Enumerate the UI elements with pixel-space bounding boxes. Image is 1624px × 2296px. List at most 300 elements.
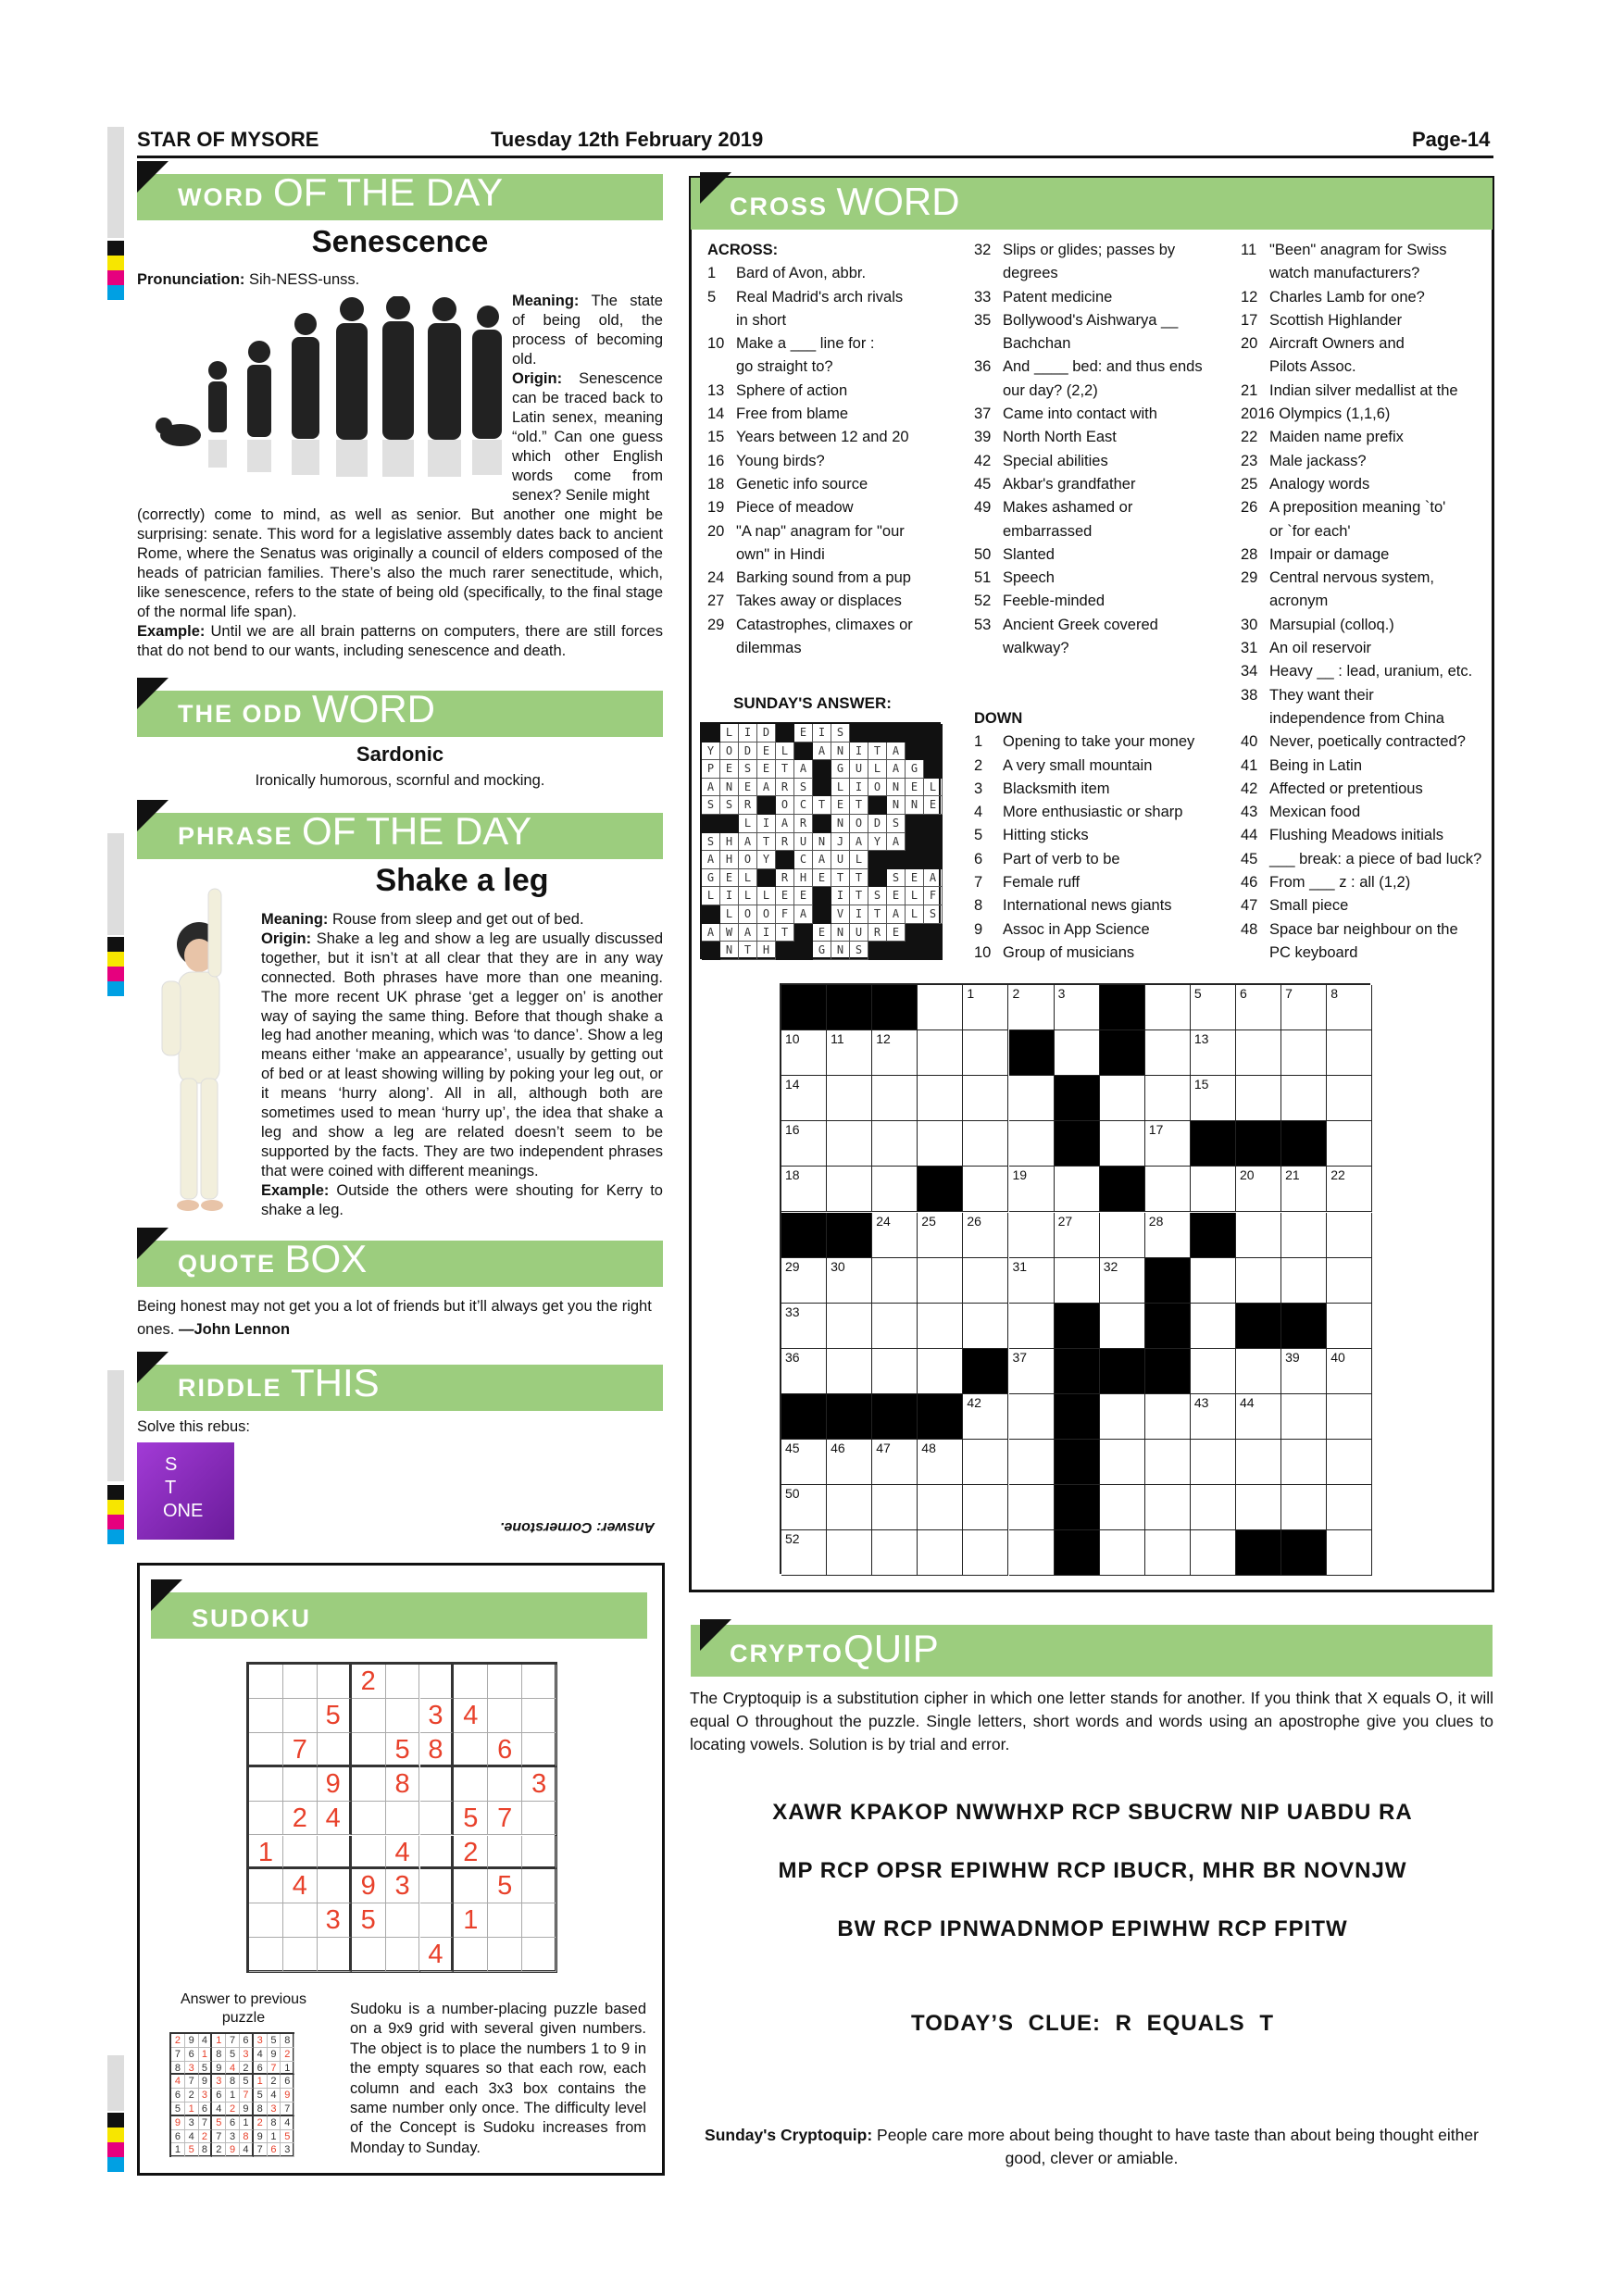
quote-bar: QUOTE BOX	[137, 1241, 663, 1287]
crossword-cell[interactable]	[781, 1121, 827, 1167]
crossword-cell[interactable]	[1191, 1304, 1236, 1349]
crossword-cell[interactable]	[1327, 985, 1372, 1030]
crossword-cell[interactable]	[1191, 1030, 1236, 1076]
sudoku-cell[interactable]	[522, 1836, 556, 1870]
crossword-cell[interactable]	[1327, 1394, 1372, 1440]
crossword-cell[interactable]	[1191, 985, 1236, 1030]
crossword-cell[interactable]	[963, 1394, 1008, 1440]
sudoku-cell[interactable]: 3	[318, 1903, 352, 1938]
sudoku-cell[interactable]	[488, 1767, 522, 1802]
clue	[707, 590, 934, 613]
sudoku-cell[interactable]: 1	[249, 1836, 283, 1870]
crossword-cell[interactable]	[1055, 1030, 1100, 1076]
crossword-black-cell	[781, 1213, 827, 1258]
crossword-cell[interactable]	[918, 1213, 963, 1258]
crossword-cell[interactable]	[1145, 1213, 1191, 1258]
sudoku-cell[interactable]	[318, 1869, 352, 1903]
sudoku-cell[interactable]	[386, 1699, 420, 1733]
sudoku-cell[interactable]	[386, 1903, 420, 1938]
crossword-cell[interactable]	[1145, 1394, 1191, 1440]
sudoku-cell[interactable]: 4	[283, 1869, 318, 1903]
crossword-cell[interactable]	[963, 985, 1008, 1030]
sudoku-cell[interactable]	[352, 1938, 386, 1972]
sudoku-cell[interactable]: 4	[318, 1802, 352, 1836]
sudoku-cell[interactable]	[522, 1733, 556, 1767]
clue-number: 33	[974, 288, 992, 306]
crossword-cell[interactable]	[1236, 1076, 1281, 1121]
crossword-cell[interactable]	[1281, 1258, 1327, 1304]
crossword-cell[interactable]	[918, 1030, 963, 1076]
crossword-cell[interactable]	[781, 1076, 827, 1121]
sudoku-cell[interactable]: 2	[283, 1802, 318, 1836]
sudoku-description: Sudoku is a number-placing puzzle based on a 9x9 grid with several given numbers. The object is to place the numbers 1 to 9 in the empty squares so that each row, each column and each 3x3 box contains the same number only once. The difficulty level of the Concept is Sudoku increases from Monday to Sunday.	[350, 2001, 646, 2156]
crossword-cell[interactable]	[1236, 985, 1281, 1030]
crossword-cell[interactable]	[1191, 1530, 1236, 1576]
sudoku-cell[interactable]	[283, 1767, 318, 1802]
crossword-cell[interactable]	[1055, 1167, 1100, 1212]
sudoku-cell[interactable]	[488, 1699, 522, 1733]
answer-cell: C	[794, 796, 813, 815]
crossword-cell[interactable]	[1236, 1213, 1281, 1258]
crossword-cell[interactable]	[1191, 1167, 1236, 1212]
sudoku-cell[interactable]	[488, 1836, 522, 1870]
crossword-cell[interactable]	[918, 1530, 963, 1576]
crossword-cell[interactable]	[872, 1076, 918, 1121]
crossword-cell[interactable]	[827, 1530, 872, 1576]
crossword-cell[interactable]	[918, 1304, 963, 1349]
crossword-cell[interactable]	[872, 1213, 918, 1258]
previous-sudoku-cell: 1	[226, 2089, 240, 2103]
crossword-cell[interactable]	[1191, 1440, 1236, 1485]
clue-number: 11	[1241, 242, 1257, 258]
crossword-cell[interactable]	[827, 1258, 872, 1304]
sudoku-cell[interactable]	[283, 1836, 318, 1870]
crossword-cell[interactable]	[827, 1121, 872, 1167]
clue	[974, 450, 1224, 473]
crossword-cell[interactable]	[872, 1485, 918, 1530]
clue-number: 32	[974, 242, 992, 258]
sudoku-cell[interactable]	[386, 1938, 420, 1972]
crossword-cell[interactable]	[1236, 1030, 1281, 1076]
crossword-cell[interactable]	[918, 985, 963, 1030]
clue-text: watch manufacturers?	[1269, 265, 1420, 282]
sudoku-cell[interactable]	[386, 1802, 420, 1836]
clue-number: 8	[974, 897, 983, 915]
crossword-cell[interactable]	[1327, 1167, 1372, 1212]
crossword-cell[interactable]	[1327, 1440, 1372, 1485]
crossword-black-cell	[1281, 1530, 1327, 1576]
clue-number: 46	[1241, 874, 1258, 892]
crossword-cell[interactable]	[963, 1304, 1008, 1349]
phrase-bar: PHRASE OF THE DAY	[137, 813, 663, 859]
answer-cell: R	[776, 869, 794, 888]
clue-text: acronym	[1269, 593, 1329, 610]
crossword-cell[interactable]	[872, 1167, 918, 1212]
sudoku-cell[interactable]	[249, 1903, 283, 1938]
sudoku-cell[interactable]	[420, 1802, 455, 1836]
previous-sudoku-cell: 3	[281, 2143, 294, 2157]
crossword-cell[interactable]	[781, 1485, 827, 1530]
crossword-cell[interactable]	[872, 1258, 918, 1304]
answer-cell: D	[757, 724, 776, 742]
answer-cell: S	[794, 779, 813, 797]
sudoku-cell[interactable]	[249, 1802, 283, 1836]
answer-black-cell	[776, 851, 794, 869]
clue-number: 29	[707, 616, 725, 633]
answer-black-cell	[924, 724, 943, 742]
sudoku-cell[interactable]	[488, 1938, 522, 1972]
sudoku-cell[interactable]: 5	[386, 1733, 420, 1767]
sudoku-cell[interactable]: 5	[318, 1699, 352, 1733]
crossword-cell[interactable]	[1236, 1394, 1281, 1440]
sudoku-cell[interactable]	[249, 1767, 283, 1802]
crossword-cell[interactable]	[827, 1349, 872, 1394]
clue-number: 40	[1241, 733, 1258, 751]
clue-text: Scottish Highlander	[1269, 311, 1403, 329]
crossword-cell[interactable]	[781, 1258, 827, 1304]
crossword-black-cell	[827, 1213, 872, 1258]
answer-cell: A	[887, 760, 906, 779]
crossword-cell[interactable]	[1327, 1485, 1372, 1530]
sudoku-cell[interactable]	[352, 1767, 386, 1802]
crossword-cell[interactable]	[872, 1030, 918, 1076]
sudoku-cell[interactable]	[488, 1903, 522, 1938]
rebus-line: T	[165, 1478, 177, 1498]
crossword-cell[interactable]	[1281, 1167, 1327, 1212]
crossword-cell[interactable]	[872, 1440, 918, 1485]
crossword-cell[interactable]	[1009, 985, 1055, 1030]
crossword-cell[interactable]	[1327, 1304, 1372, 1349]
clue	[974, 637, 1224, 660]
crossword-cell[interactable]	[1281, 1485, 1327, 1530]
sudoku-cell[interactable]	[522, 1802, 556, 1836]
previous-sudoku-cell: 2	[171, 2034, 185, 2048]
answer-cell: U	[850, 924, 868, 942]
previous-sudoku-cell: 3	[226, 2130, 240, 2144]
crossword-cell[interactable]	[1009, 1304, 1055, 1349]
sudoku-cell[interactable]	[522, 1903, 556, 1938]
answer-cell: R	[794, 815, 813, 833]
sudoku-cell[interactable]	[283, 1938, 318, 1972]
clue-text: An oil reservoir	[1269, 640, 1372, 657]
crossword-cell[interactable]	[827, 1440, 872, 1485]
sudoku-cell[interactable]: 9	[318, 1767, 352, 1802]
sudoku-cell[interactable]	[283, 1699, 318, 1733]
clue	[974, 426, 1224, 449]
answer-cell: A	[739, 833, 757, 852]
issue-date: Tuesday 12th February 2019	[491, 128, 764, 151]
clue-number: 45	[974, 475, 992, 493]
crossword-cell[interactable]	[1145, 1485, 1191, 1530]
previous-sudoku-cell: 2	[240, 2062, 254, 2076]
sudoku-cell[interactable]	[249, 1869, 283, 1903]
sudoku-cell[interactable]: 4	[454, 1699, 488, 1733]
crossword-cell[interactable]	[1327, 1349, 1372, 1394]
crossword-cell[interactable]	[963, 1440, 1008, 1485]
sudoku-cell[interactable]	[454, 1767, 488, 1802]
sudoku-cell[interactable]: 7	[283, 1733, 318, 1767]
crossword-cell[interactable]	[1100, 1213, 1145, 1258]
crossword-cell[interactable]	[918, 1258, 963, 1304]
across-clues-column-1	[707, 239, 934, 660]
clue-text: Sphere of action	[736, 381, 848, 399]
sudoku-cell[interactable]: 6	[488, 1733, 522, 1767]
crossword-cell-number: 18	[785, 1167, 800, 1183]
previous-sudoku-cell: 6	[281, 2075, 294, 2089]
crossword-cell[interactable]	[1281, 1349, 1327, 1394]
sudoku-cell[interactable]	[420, 1903, 455, 1938]
crossword-cell[interactable]	[1145, 1030, 1191, 1076]
crossword-cell[interactable]	[918, 1440, 963, 1485]
sudoku-cell[interactable]	[249, 1665, 283, 1699]
crossword-cell[interactable]	[1009, 1440, 1055, 1485]
clue-number: 10	[974, 943, 992, 961]
clue-text: Make a ___ line for :	[736, 335, 875, 353]
sudoku-cell[interactable]	[249, 1733, 283, 1767]
crossword-cell[interactable]	[827, 1167, 872, 1212]
clue	[707, 286, 934, 309]
crossword-cell[interactable]	[1100, 1121, 1145, 1167]
crossword-cell[interactable]	[781, 1349, 827, 1394]
crossword-cell-number: 5	[1193, 986, 1202, 1001]
sudoku-cell[interactable]: 2	[454, 1836, 488, 1870]
sudoku-cell[interactable]	[352, 1733, 386, 1767]
crossword-cell[interactable]	[1281, 1076, 1327, 1121]
crossword-cell[interactable]	[1055, 1213, 1100, 1258]
sudoku-cell[interactable]	[454, 1733, 488, 1767]
clue-text: Heavy __ : lead, uranium, etc.	[1269, 663, 1473, 680]
crossword-cell[interactable]	[1100, 1394, 1145, 1440]
crossword-cell[interactable]	[963, 1213, 1008, 1258]
previous-sudoku-cell: 3	[212, 2075, 226, 2089]
sudoku-cell[interactable]: 1	[454, 1903, 488, 1938]
sudoku-cell[interactable]: 5	[352, 1903, 386, 1938]
crossword-cell[interactable]	[1236, 1440, 1281, 1485]
sudoku-cell[interactable]	[249, 1699, 283, 1733]
previous-sudoku-cell: 9	[226, 2143, 240, 2157]
crossword-cell-number: 17	[1148, 1122, 1164, 1138]
crossword-cell[interactable]	[1100, 1440, 1145, 1485]
crossword-cell[interactable]	[781, 1440, 827, 1485]
crossword-cell[interactable]	[781, 1304, 827, 1349]
crossword-cell[interactable]	[1236, 1258, 1281, 1304]
sudoku-cell[interactable]: 4	[420, 1938, 455, 1972]
crossword-cell[interactable]	[1327, 1076, 1372, 1121]
answer-cell: I	[813, 724, 831, 742]
sudoku-cell[interactable]	[420, 1869, 455, 1903]
crossword-cell[interactable]	[963, 1167, 1008, 1212]
crossword-cell[interactable]	[872, 1121, 918, 1167]
sudoku-cell[interactable]: 3	[420, 1699, 455, 1733]
answer-cell: N	[813, 833, 831, 852]
sudoku-cell[interactable]	[352, 1802, 386, 1836]
header-rule	[137, 156, 1493, 158]
sudoku-cell[interactable]	[386, 1665, 420, 1699]
clue-text: A very small mountain	[1003, 756, 1153, 774]
crossword-cell[interactable]	[1281, 985, 1327, 1030]
crossword-cell[interactable]	[963, 1076, 1008, 1121]
crossword-cell[interactable]	[1191, 1485, 1236, 1530]
crossword-cell[interactable]	[827, 1030, 872, 1076]
crossword-cell[interactable]	[1327, 1213, 1372, 1258]
crossword-cell[interactable]	[963, 1121, 1008, 1167]
sudoku-cell[interactable]	[522, 1665, 556, 1699]
crossword-cell[interactable]	[1191, 1076, 1236, 1121]
sudoku-cell[interactable]	[420, 1767, 455, 1802]
crossword-cell[interactable]	[1009, 1349, 1055, 1394]
crossword-cell[interactable]	[1009, 1485, 1055, 1530]
clue-text: embarrassed	[1003, 522, 1093, 540]
clue-number: 3	[974, 780, 983, 797]
crossword-cell[interactable]	[1100, 1304, 1145, 1349]
crossword-cell[interactable]	[781, 1167, 827, 1212]
crossword-cell[interactable]	[827, 1485, 872, 1530]
sudoku-cell[interactable]	[454, 1665, 488, 1699]
crossword-cell[interactable]	[1055, 1258, 1100, 1304]
crossword-cell[interactable]	[1055, 985, 1100, 1030]
phrase-title: Shake a leg	[375, 863, 549, 898]
clue-number: 44	[1241, 827, 1258, 844]
crossword-cell[interactable]	[918, 1349, 963, 1394]
crossword-cell[interactable]	[1145, 1440, 1191, 1485]
answer-cell: I	[757, 924, 776, 942]
crossword-cell[interactable]	[1100, 1485, 1145, 1530]
crossword-cell[interactable]	[918, 1076, 963, 1121]
crossword-cell[interactable]	[1100, 1530, 1145, 1576]
clue-text: And ____ bed: and thus ends	[1003, 358, 1203, 376]
answer-cell: R	[776, 833, 794, 852]
clue-text: Flushing Meadows initials	[1269, 827, 1444, 844]
sudoku-cell[interactable]	[522, 1938, 556, 1972]
sudoku-cell[interactable]: 7	[488, 1802, 522, 1836]
cryptoquip-clue: TODAY’S CLUE: R EQUALS T	[910, 2011, 1275, 2036]
crossword-cell[interactable]	[872, 1304, 918, 1349]
crossword-cell[interactable]	[1327, 1530, 1372, 1576]
crossword-black-cell	[1055, 1076, 1100, 1121]
crossword-cell[interactable]	[781, 1530, 827, 1576]
sudoku-cell[interactable]	[454, 1938, 488, 1972]
crossword-cell[interactable]	[918, 1121, 963, 1167]
crossword-cell[interactable]	[1281, 1440, 1327, 1485]
sudoku-cell[interactable]	[318, 1938, 352, 1972]
sudoku-cell[interactable]: 8	[386, 1767, 420, 1802]
sudoku-cell[interactable]	[454, 1869, 488, 1903]
crossword-cell[interactable]	[1009, 1121, 1055, 1167]
crossword-cell[interactable]	[1191, 1394, 1236, 1440]
crossword-cell[interactable]	[918, 1485, 963, 1530]
crossword-cell[interactable]	[1009, 1167, 1055, 1212]
crossword-cell[interactable]	[1281, 1394, 1327, 1440]
clue-number: 9	[974, 920, 983, 938]
sudoku-cell[interactable]	[283, 1903, 318, 1938]
crossword-cell[interactable]	[1281, 1213, 1327, 1258]
crossword-cell[interactable]	[1100, 1258, 1145, 1304]
crossword-cell[interactable]	[1327, 1030, 1372, 1076]
sudoku-cell[interactable]: 8	[420, 1733, 455, 1767]
crossword-cell[interactable]	[1281, 1030, 1327, 1076]
crossword-cell[interactable]	[1145, 1121, 1191, 1167]
sudoku-cell[interactable]	[420, 1836, 455, 1870]
clue	[707, 403, 934, 426]
sudoku-cell[interactable]	[249, 1938, 283, 1972]
clue	[974, 496, 1224, 519]
crossword-cell[interactable]	[1236, 1167, 1281, 1212]
previous-sudoku-cell: 1	[199, 2048, 213, 2062]
previous-sudoku-cell: 7	[171, 2048, 185, 2062]
crossword-cell-number: 46	[831, 1441, 845, 1455]
sudoku-cell[interactable]	[283, 1665, 318, 1699]
answer-cell: T	[868, 905, 887, 924]
ageing-silhouettes-image	[144, 296, 509, 481]
answer-cell: A	[702, 924, 720, 942]
answer-cell: A	[757, 779, 776, 797]
crossword-cell[interactable]	[1191, 1349, 1236, 1394]
sudoku-cell[interactable]	[318, 1665, 352, 1699]
crossword-cell[interactable]	[1009, 1530, 1055, 1576]
crossword-cell[interactable]	[872, 1530, 918, 1576]
sudoku-cell[interactable]: 3	[522, 1767, 556, 1802]
crossword-cell[interactable]	[827, 1076, 872, 1121]
crossword-cell[interactable]	[1009, 1076, 1055, 1121]
crossword-cell[interactable]	[781, 1030, 827, 1076]
sudoku-cell[interactable]	[318, 1836, 352, 1870]
crossword-cell[interactable]	[963, 1485, 1008, 1530]
crossword-cell[interactable]	[963, 1258, 1008, 1304]
crossword-cell[interactable]	[827, 1304, 872, 1349]
crossword-cell[interactable]	[1191, 1258, 1236, 1304]
crossword-cell[interactable]	[1145, 1530, 1191, 1576]
answer-cell: N	[831, 924, 850, 942]
sudoku-cell[interactable]	[522, 1869, 556, 1903]
crossword-cell[interactable]	[1327, 1121, 1372, 1167]
answer-black-cell	[702, 724, 720, 742]
crossword-cell[interactable]	[1100, 1076, 1145, 1121]
sudoku-cell[interactable]: 3	[386, 1869, 420, 1903]
answer-cell: G	[702, 869, 720, 888]
crossword-cell[interactable]	[1145, 1167, 1191, 1212]
sudoku-cell[interactable]: 5	[488, 1869, 522, 1903]
answer-cell: T	[868, 742, 887, 761]
clue-text: Hitting sticks	[1003, 827, 1089, 844]
crossword-cell[interactable]	[1009, 1213, 1055, 1258]
sudoku-cell[interactable]: 4	[386, 1836, 420, 1870]
crossword-cell[interactable]	[963, 1530, 1008, 1576]
sudoku-cell[interactable]	[352, 1699, 386, 1733]
sudoku-cell[interactable]: 9	[352, 1869, 386, 1903]
crossword-cell[interactable]	[872, 1349, 918, 1394]
crossword-cell[interactable]	[1236, 1485, 1281, 1530]
sudoku-cell[interactable]	[420, 1665, 455, 1699]
crossword-cell[interactable]	[1009, 1394, 1055, 1440]
sudoku-cell[interactable]	[488, 1665, 522, 1699]
clue-text: Years between 12 and 20	[736, 429, 909, 446]
answer-black-cell	[794, 942, 813, 960]
crossword-cell[interactable]	[1145, 1076, 1191, 1121]
sudoku-cell[interactable]	[318, 1733, 352, 1767]
clue-number: 1	[707, 265, 717, 282]
previous-sudoku-cell: 9	[281, 2089, 294, 2103]
crossword-cell[interactable]	[1327, 1258, 1372, 1304]
crossword-cell[interactable]	[963, 1030, 1008, 1076]
clue	[707, 520, 934, 543]
crossword-cell[interactable]	[1009, 1258, 1055, 1304]
sudoku-cell[interactable]	[522, 1699, 556, 1733]
sudoku-cell[interactable]: 2	[352, 1665, 386, 1699]
sudoku-cell[interactable]: 5	[454, 1802, 488, 1836]
crossword-cell[interactable]	[1236, 1349, 1281, 1394]
sudoku-cell[interactable]	[352, 1836, 386, 1870]
crossword-cell[interactable]	[1145, 985, 1191, 1030]
